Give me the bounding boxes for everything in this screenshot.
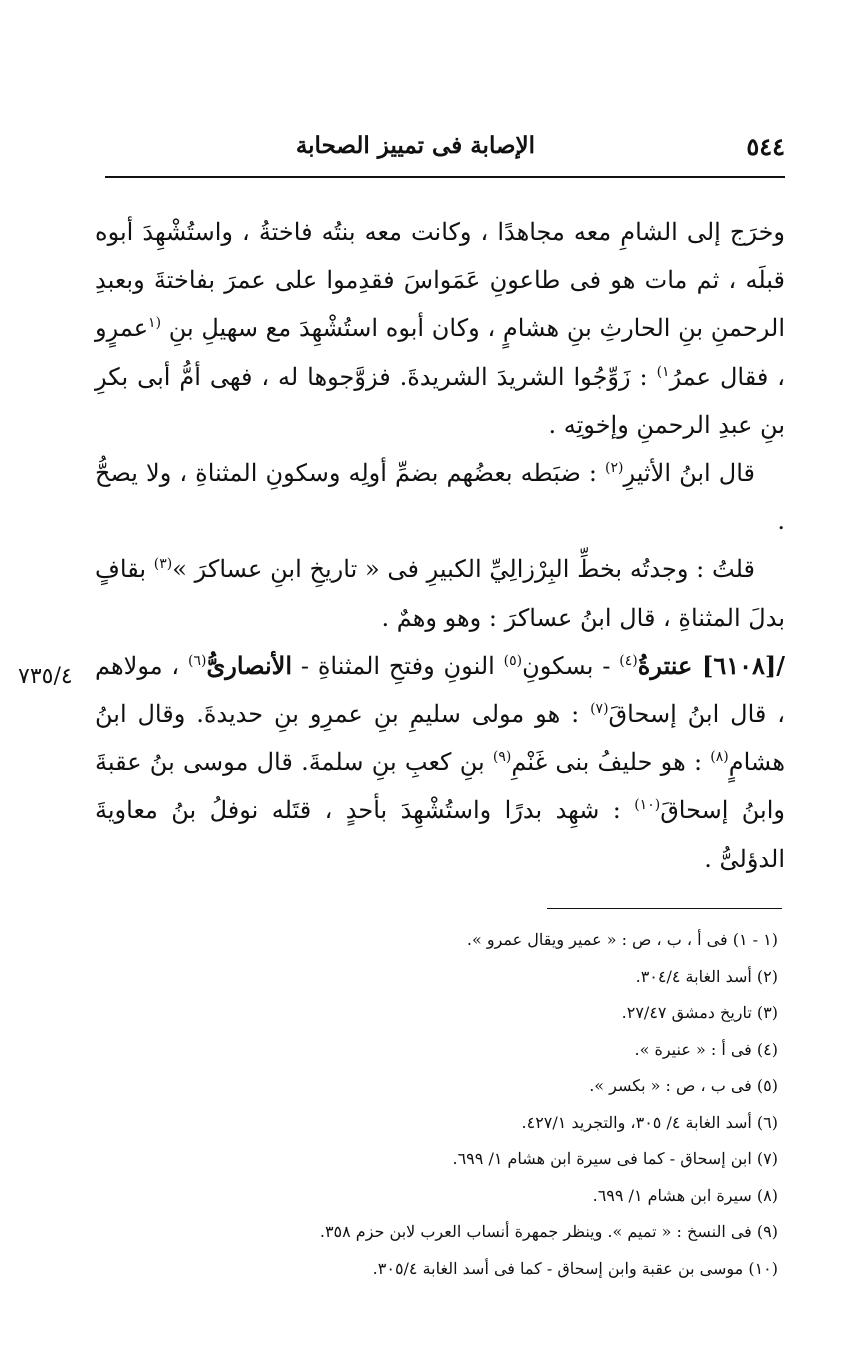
footnote-1: (١ - ١) فى أ ، ب ، ص : « عمير ويقال عمرو ». [466,930,778,949]
paragraph-2: قال ابنُ الأثيرِ$^{(٢)}$ : ضبَطه بعضُهم بضمِّ أولِه وسكونِ المثناةِ ، ولا يصحُّ . [95,459,785,536]
footnote-ref: (١٠) [634,797,661,814]
footnote-ref: (٩) [492,749,512,766]
footnote-ref: (٥) [503,652,523,669]
footnote-ref: (٣) [153,556,173,573]
footnote-ref: ١) [656,363,670,380]
footnote-ref: (٦) [188,652,207,669]
running-header [105,128,785,168]
book-title: الإصابة فى تمييز الصحابة [295,132,535,159]
footnote-rule [547,908,782,909]
entry-6108: /[٦١٠٨] عنترةُ$^{(٤)}$ - بسكونِ$^{(٥)}$ النونِ وفتحِ المثناةِ - الأنصارىُّ$^{(٦)}$ ، مولاهم ، قال ابنُ إسحاقَ$^{(٧)}$ : هو مولى سليمِ بنِ عمرِو بنِ حديدةَ. وقال ابنُ هشامٍ$^{(٨)}$ : هو حليفُ بنى غَنْمِ$^{(٩)}$ بنِ كعبِ بنِ سلمةَ. قال موسى بنُ عقبةَ وابنُ إسحاقَ$^{(١٠)}$ : شهِد بدرًا واستُشْهِدَ بأحدٍ ، قتَله نوفلُ بنُ معاويةَ الدؤلىُّ . [95,650,785,873]
footnote-10: (١٠) موسى بن عقبة وابن إسحاق - كما فى أسد الغابة ٣٠٥/٤. [372,1258,778,1278]
footnote-2: (٢) أسد الغابة ٣٠٤/٤. [635,966,778,986]
footnote-6: (٦) أسد الغابة ٤/ ٣٠٥، والتجريد ٤٢٧/١. [521,1112,778,1132]
footnote-ref: (٨) [710,749,729,766]
page-number: ٥٤٤ [746,132,785,161]
footnote-9: (٩) فى النسخ : « تميم ». وينظر جمهرة أنساب العرب لابن حزم ٣٥٨. [319,1222,778,1241]
entry-heading: [٦١٠٨] عنترةُ [637,650,777,680]
paragraph-1: وخرَج إلى الشامِ معه مجاهدًا ، وكانت معه بنتُه فاختةُ ، واستُشْهِدَ أبوه قبلَه ، ثم مات هو فى طاعونِ عَمَواسَ فقدِموا على عمرَ بفاختةَ وبعبدِ الرحمنِ بنِ الحارثِ بنِ هشامٍ ، وكان أبوه استُشْهِدَ مع سهيلِ بنِ $^{(١}$عمرٍو ، فقال عمرُ$^{١)}$ : زَوِّجُوا الشريدَ الشريدةَ. فزوَّجوها له ، فهى أمُّ أبى بكرِ بنِ عبدِ الرحمنِ وإخوتِه . [95,218,785,439]
footnote-4: (٤) فى أ : « عنيرة ». [634,1039,778,1059]
margin-volume-page: ٧٣٥/٤ [18,664,73,689]
volume-marker: / [776,650,785,680]
paragraph-3: قلتُ : وجدتُه بخطِّ البِرْزالِيِّ الكبيرِ فى « تاريخِ ابنِ عساكرَ »$^{(٣)}$ بقافٍ بدلَ المثناةِ ، قال ابنُ عساكرَ : وهو وهمٌ . [95,555,785,632]
footnote-ref: (٢) [605,460,624,477]
header-rule [105,176,785,178]
footnote-5: (٥) فى ب ، ص : « بكسر ». [589,1076,778,1095]
footnote-ref: (٧) [590,701,609,718]
footnote-7: (٧) ابن إسحاق - كما فى سيرة ابن هشام ١/ ٦٩٩. [452,1149,778,1168]
footnotes [218,922,778,1287]
footnote-ref: (٤) [619,652,638,669]
footnote-ref: (١ [148,315,162,332]
entry-nisba: الأنصارىُّ [206,650,293,680]
footnote-8: (٨) سيرة ابن هشام ١/ ٦٩٩. [592,1185,778,1205]
main-text [95,208,785,883]
footnote-3: (٣) تاريخ دمشق ٢٧/٤٧. [621,1003,778,1022]
